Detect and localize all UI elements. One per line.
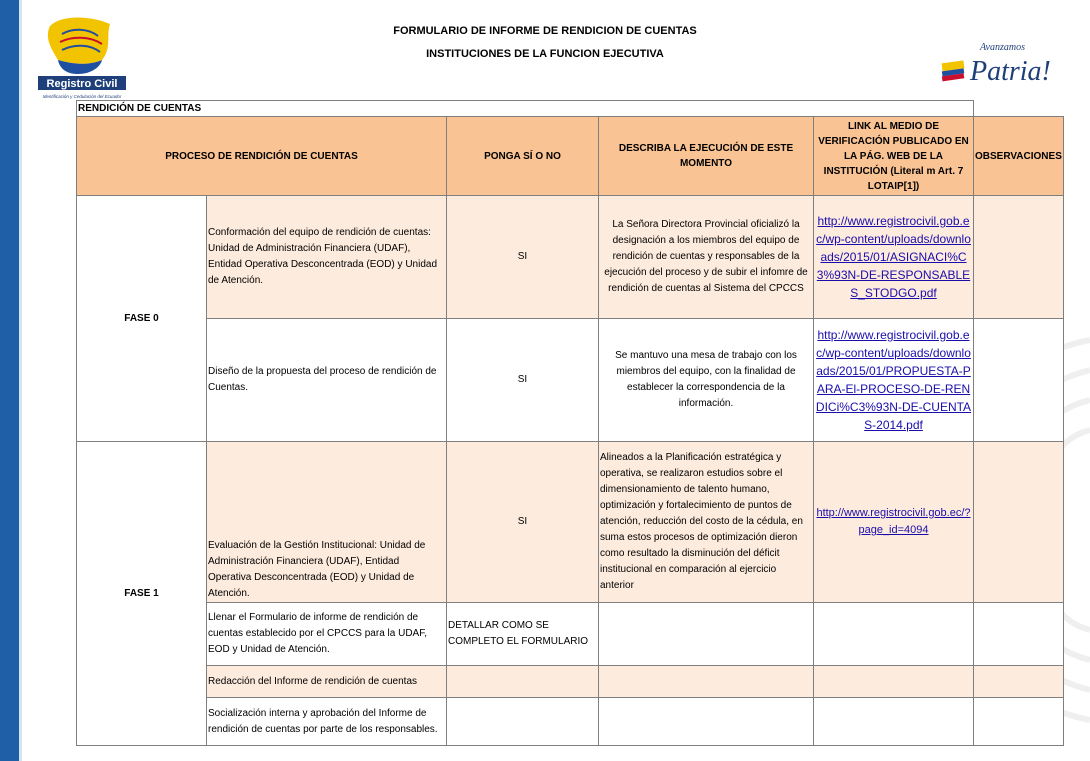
rendicion-table <box>76 100 1064 746</box>
logo-left-text: Registro Civil <box>46 78 118 90</box>
section-title: RENDICIÓN DE CUENTAS <box>77 101 974 117</box>
col-header-link: LINK AL MEDIO DE VERIFICACIÓN PUBLICADO EN LA PÁG. WEB DE LA INSTITUCIÓN (Literal m Art. 7 LOTAIP[1]) <box>814 117 974 196</box>
process-cell: Diseño de la propuesta del proceso de rendición de Cuentas. <box>207 319 447 442</box>
answer-cell <box>447 666 599 698</box>
answer-cell: SI <box>447 319 599 442</box>
col-header-process: PROCESO DE RENDICIÓN DE CUENTAS <box>77 117 447 196</box>
process-cell: Llenar el Formulario de informe de rendición de cuentas establecido por el CPCCS para la UDAF, EOD y Unidad de Atención. <box>207 603 447 666</box>
answer-cell: SI <box>447 442 599 603</box>
left-accent-bar <box>0 0 19 761</box>
description-cell <box>599 603 814 666</box>
section-title-row <box>77 101 1064 117</box>
verification-link <box>814 603 974 666</box>
answer-cell <box>447 698 599 746</box>
observations-cell <box>974 603 1064 666</box>
phase-label: FASE 1 <box>77 442 207 746</box>
table-header-row <box>77 117 1064 196</box>
table-row <box>77 442 1064 603</box>
process-cell: Conformación del equipo de rendición de cuentas: Unidad de Administración Financiera (UDAF), Entidad Operativa Desconcentrada (EOD) y Unidad de Atención. <box>207 196 447 319</box>
table-row <box>77 698 1064 746</box>
description-cell <box>599 698 814 746</box>
form-subtitle: INSTITUCIONES DE LA FUNCION EJECUTIVA <box>426 48 664 60</box>
avanzamos-patria-logo <box>940 36 1068 92</box>
col-header-description: DESCRIBA LA EJECUCIÓN DE ESTE MOMENTO <box>599 117 814 196</box>
verification-link[interactable]: http://www.registrocivil.gob.ec/?page_id=4094 <box>814 442 974 603</box>
description-cell: Se mantuvo una mesa de trabajo con los miembros del equipo, con la finalidad de establecer la correspondencia de la información. <box>599 319 814 442</box>
verification-link[interactable]: http://www.registrocivil.gob.ec/wp-content/uploads/downloads/2015/01/PROPUESTA-PARA-El-PROCESO-DE-RENDICi%C3%93N-DE-CUENTAS-2014.pdf <box>814 319 974 442</box>
description-cell <box>599 666 814 698</box>
answer-cell: SI <box>447 196 599 319</box>
left-accent-stripe <box>19 0 22 761</box>
logo-right-big-text: Patria! <box>970 56 1051 87</box>
answer-cell: DETALLAR COMO SE COMPLETO EL FORMULARIO <box>447 603 599 666</box>
process-cell: Socialización interna y aprobación del Informe de rendición de cuentas por parte de los responsables. <box>207 698 447 746</box>
observations-cell <box>974 666 1064 698</box>
logo-left-subtext: Identificación y Cedulación del Ecuador <box>42 94 122 99</box>
observations-cell <box>974 698 1064 746</box>
form-title: FORMULARIO DE INFORME DE RENDICION DE CUENTAS <box>393 25 697 37</box>
observations-cell <box>974 319 1064 442</box>
verification-link <box>814 698 974 746</box>
process-cell: Redacción del Informe de rendición de cuentas <box>207 666 447 698</box>
verification-link <box>814 666 974 698</box>
logo-right-small-text: Avanzamos <box>980 42 1025 53</box>
phase-label: FASE 0 <box>77 196 207 442</box>
observations-cell <box>974 442 1064 603</box>
table-row <box>77 319 1064 442</box>
description-cell: La Señora Directora Provincial oficializó la designación a los miembros del equipo de rendición de cuentas y responsables de la ejecución del proceso y de subir el infomre de rendición de cuentas al Sistema del CPCCS <box>599 196 814 319</box>
table-row <box>77 666 1064 698</box>
col-header-observations: OBSERVACIONES <box>974 117 1064 196</box>
verification-link[interactable]: http://www.registrocivil.gob.ec/wp-content/uploads/downloads/2015/01/ASIGNACI%C3%93N-DE-RESPONSABLES_STODGO.pdf <box>814 196 974 319</box>
col-header-answer: PONGA SÍ O NO <box>447 117 599 196</box>
table-row <box>77 603 1064 666</box>
table-row <box>77 196 1064 319</box>
description-cell: Alineados a la Planificación estratégica y operativa, se realizaron estudios sobre el dimensionamiento de talento humano, optimización y fortalecimiento de puntos de atención, reducción del costo de la cédula, en suma estos procesos de optimización dieron como resultado la disminución del déficit institucional en comparación al ejercicio anterior <box>599 442 814 603</box>
observations-cell <box>974 196 1064 319</box>
process-cell: Evaluación de la Gestión Institucional: Unidad de Administración Financiera (UDAF), Entidad Operativa Desconcentrada (EOD) y Unidad de Atención. <box>207 442 447 603</box>
